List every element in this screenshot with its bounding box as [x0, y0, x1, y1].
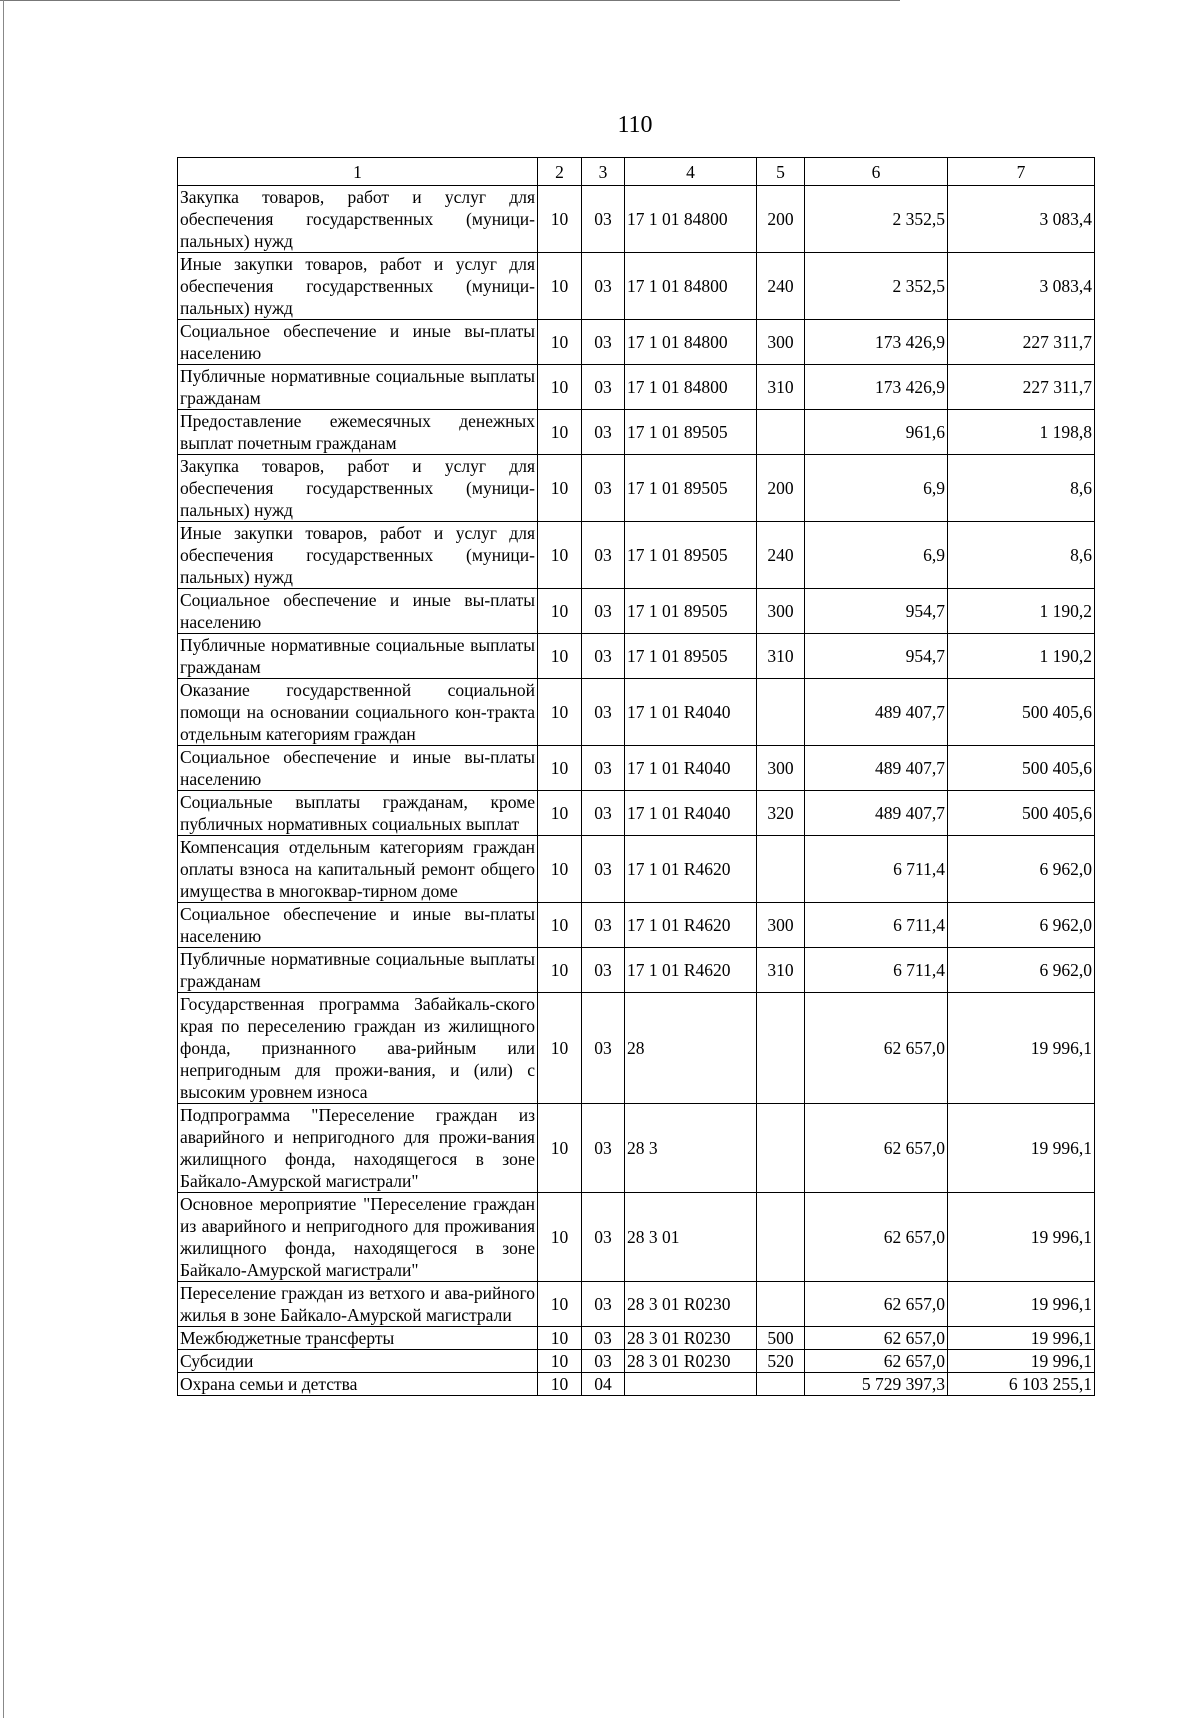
amount-year1-cell: 6 711,4: [805, 903, 948, 948]
amount-year2-cell: 1 190,2: [948, 589, 1095, 634]
amount-year2-cell: 19 996,1: [948, 1193, 1095, 1282]
target-article-cell: 28 3 01 R0230: [625, 1327, 757, 1350]
expense-type-cell: [757, 1104, 805, 1193]
table-row: [178, 836, 1095, 903]
expense-type-cell: 200: [757, 455, 805, 522]
expense-type-cell: 310: [757, 634, 805, 679]
table-row: [178, 993, 1095, 1104]
target-article-cell: 28 3 01: [625, 1193, 757, 1282]
header-cell: 5: [757, 158, 805, 186]
amount-year1-cell: 954,7: [805, 634, 948, 679]
row-name-cell: Публичные нормативные социальные выплаты гражданам: [178, 948, 538, 993]
subsection-cell: 03: [582, 993, 625, 1104]
subsection-cell: 03: [582, 948, 625, 993]
expense-type-cell: [757, 679, 805, 746]
target-article-cell: 17 1 01 R4040: [625, 746, 757, 791]
amount-year2-cell: 500 405,6: [948, 679, 1095, 746]
target-article-cell: 17 1 01 89505: [625, 589, 757, 634]
table-row: [178, 186, 1095, 253]
expense-type-cell: 300: [757, 589, 805, 634]
section-cell: 10: [538, 948, 582, 993]
amount-year2-cell: 1 198,8: [948, 410, 1095, 455]
subsection-cell: 03: [582, 589, 625, 634]
subsection-cell: 03: [582, 1350, 625, 1373]
target-article-cell: 28: [625, 993, 757, 1104]
section-cell: 10: [538, 522, 582, 589]
header-row: [178, 158, 1095, 186]
subsection-cell: 03: [582, 1193, 625, 1282]
amount-year1-cell: 173 426,9: [805, 365, 948, 410]
subsection-cell: 03: [582, 1327, 625, 1350]
table-row: [178, 1350, 1095, 1373]
amount-year2-cell: 227 311,7: [948, 365, 1095, 410]
table-row: [178, 365, 1095, 410]
row-name-cell: Социальное обеспечение и иные вы-платы населению: [178, 903, 538, 948]
expense-type-cell: [757, 993, 805, 1104]
subsection-cell: 03: [582, 186, 625, 253]
target-article-cell: 17 1 01 89505: [625, 522, 757, 589]
section-cell: 10: [538, 410, 582, 455]
header-cell: 2: [538, 158, 582, 186]
amount-year1-cell: 961,6: [805, 410, 948, 455]
section-cell: 10: [538, 746, 582, 791]
table-row: [178, 1282, 1095, 1327]
amount-year2-cell: 19 996,1: [948, 1327, 1095, 1350]
section-cell: 10: [538, 186, 582, 253]
expense-type-cell: 300: [757, 903, 805, 948]
header-cell: 3: [582, 158, 625, 186]
table-row: [178, 634, 1095, 679]
amount-year1-cell: 954,7: [805, 589, 948, 634]
row-name-cell: Субсидии: [178, 1350, 538, 1373]
section-cell: 10: [538, 365, 582, 410]
expense-type-cell: 300: [757, 746, 805, 791]
table-row: [178, 1193, 1095, 1282]
header-cell: 1: [178, 158, 538, 186]
section-cell: 10: [538, 589, 582, 634]
amount-year2-cell: 500 405,6: [948, 791, 1095, 836]
amount-year2-cell: 500 405,6: [948, 746, 1095, 791]
page-number: 110: [617, 112, 653, 138]
row-name-cell: Социальное обеспечение и иные вы-платы населению: [178, 746, 538, 791]
subsection-cell: 03: [582, 522, 625, 589]
amount-year2-cell: 6 962,0: [948, 836, 1095, 903]
amount-year2-cell: 1 190,2: [948, 634, 1095, 679]
amount-year2-cell: 19 996,1: [948, 1282, 1095, 1327]
expense-type-cell: 310: [757, 948, 805, 993]
expense-type-cell: 310: [757, 365, 805, 410]
expense-type-cell: [757, 1282, 805, 1327]
amount-year1-cell: 6 711,4: [805, 836, 948, 903]
table-row: [178, 679, 1095, 746]
target-article-cell: 17 1 01 R4040: [625, 679, 757, 746]
amount-year2-cell: 3 083,4: [948, 186, 1095, 253]
amount-year1-cell: 62 657,0: [805, 1193, 948, 1282]
table-row: [178, 1327, 1095, 1350]
amount-year2-cell: 6 962,0: [948, 948, 1095, 993]
expense-type-cell: 200: [757, 186, 805, 253]
section-cell: 10: [538, 791, 582, 836]
amount-year1-cell: 5 729 397,3: [805, 1373, 948, 1396]
table-body: [178, 186, 1095, 1396]
target-article-cell: 17 1 01 84800: [625, 186, 757, 253]
amount-year1-cell: 62 657,0: [805, 1104, 948, 1193]
table-row: [178, 791, 1095, 836]
table-row: [178, 948, 1095, 993]
amount-year2-cell: 3 083,4: [948, 253, 1095, 320]
expense-type-cell: 300: [757, 320, 805, 365]
amount-year1-cell: 6,9: [805, 455, 948, 522]
section-cell: 10: [538, 1350, 582, 1373]
amount-year2-cell: 19 996,1: [948, 993, 1095, 1104]
expense-type-cell: 240: [757, 522, 805, 589]
row-name-cell: Переселение граждан из ветхого и ава-рийного жилья в зоне Байкало-Амурской магистрали: [178, 1282, 538, 1327]
table-row: [178, 522, 1095, 589]
target-article-cell: 17 1 01 R4620: [625, 903, 757, 948]
table-row: [178, 1104, 1095, 1193]
subsection-cell: 03: [582, 836, 625, 903]
amount-year2-cell: 8,6: [948, 522, 1095, 589]
amount-year1-cell: 489 407,7: [805, 746, 948, 791]
target-article-cell: 17 1 01 R4620: [625, 948, 757, 993]
section-cell: 10: [538, 836, 582, 903]
row-name-cell: Иные закупки товаров, работ и услуг для обеспечения государственных (муници-пальных) нужд: [178, 253, 538, 320]
amount-year2-cell: 19 996,1: [948, 1104, 1095, 1193]
expense-type-cell: [757, 1193, 805, 1282]
expense-type-cell: 320: [757, 791, 805, 836]
subsection-cell: 03: [582, 455, 625, 522]
table-row: [178, 903, 1095, 948]
row-name-cell: Иные закупки товаров, работ и услуг для обеспечения государственных (муници-пальных) нужд: [178, 522, 538, 589]
subsection-cell: 03: [582, 634, 625, 679]
subsection-cell: 04: [582, 1373, 625, 1396]
row-name-cell: Подпрограмма "Переселение граждан из аварийного и непригодного для прожи-вания жилищного фонда, находящегося в зоне Байкало-Амурской магистрали": [178, 1104, 538, 1193]
section-cell: 10: [538, 1282, 582, 1327]
amount-year1-cell: 6,9: [805, 522, 948, 589]
table-row: [178, 589, 1095, 634]
amount-year2-cell: 6 103 255,1: [948, 1373, 1095, 1396]
target-article-cell: 17 1 01 84800: [625, 320, 757, 365]
subsection-cell: 03: [582, 410, 625, 455]
row-name-cell: Публичные нормативные социальные выплаты гражданам: [178, 634, 538, 679]
scan-edge-top: [0, 0, 900, 1]
target-article-cell: 17 1 01 84800: [625, 253, 757, 320]
target-article-cell: 17 1 01 89505: [625, 410, 757, 455]
expense-type-cell: [757, 836, 805, 903]
section-cell: 10: [538, 634, 582, 679]
section-cell: 10: [538, 253, 582, 320]
amount-year1-cell: 2 352,5: [805, 253, 948, 320]
section-cell: 10: [538, 903, 582, 948]
header-cell: 4: [625, 158, 757, 186]
row-name-cell: Охрана семьи и детства: [178, 1373, 538, 1396]
target-article-cell: 17 1 01 89505: [625, 634, 757, 679]
target-article-cell: 17 1 01 89505: [625, 455, 757, 522]
subsection-cell: 03: [582, 1282, 625, 1327]
row-name-cell: Закупка товаров, работ и услуг для обеспечения государственных (муници-пальных) нужд: [178, 186, 538, 253]
subsection-cell: 03: [582, 791, 625, 836]
subsection-cell: 03: [582, 253, 625, 320]
table-row: [178, 455, 1095, 522]
scan-edge-left: [3, 0, 4, 1718]
amount-year1-cell: 173 426,9: [805, 320, 948, 365]
expense-type-cell: [757, 1373, 805, 1396]
row-name-cell: Социальное обеспечение и иные вы-платы населению: [178, 320, 538, 365]
subsection-cell: 03: [582, 1104, 625, 1193]
header-cell: 7: [948, 158, 1095, 186]
expense-type-cell: [757, 410, 805, 455]
amount-year1-cell: 62 657,0: [805, 993, 948, 1104]
amount-year1-cell: 489 407,7: [805, 791, 948, 836]
amount-year1-cell: 62 657,0: [805, 1327, 948, 1350]
row-name-cell: Социальное обеспечение и иные вы-платы населению: [178, 589, 538, 634]
table-row: [178, 410, 1095, 455]
subsection-cell: 03: [582, 365, 625, 410]
target-article-cell: 17 1 01 84800: [625, 365, 757, 410]
amount-year1-cell: 62 657,0: [805, 1282, 948, 1327]
amount-year1-cell: 62 657,0: [805, 1350, 948, 1373]
target-article-cell: 28 3 01 R0230: [625, 1350, 757, 1373]
amount-year2-cell: 227 311,7: [948, 320, 1095, 365]
expense-type-cell: 240: [757, 253, 805, 320]
amount-year2-cell: 8,6: [948, 455, 1095, 522]
subsection-cell: 03: [582, 320, 625, 365]
amount-year1-cell: 6 711,4: [805, 948, 948, 993]
section-cell: 10: [538, 1327, 582, 1350]
row-name-cell: Закупка товаров, работ и услуг для обеспечения государственных (муници-пальных) нужд: [178, 455, 538, 522]
section-cell: 10: [538, 1373, 582, 1396]
target-article-cell: 17 1 01 R4620: [625, 836, 757, 903]
target-article-cell: 17 1 01 R4040: [625, 791, 757, 836]
amount-year1-cell: 2 352,5: [805, 186, 948, 253]
target-article-cell: [625, 1373, 757, 1396]
table-row: [178, 746, 1095, 791]
row-name-cell: Межбюджетные трансферты: [178, 1327, 538, 1350]
expense-type-cell: 500: [757, 1327, 805, 1350]
row-name-cell: Публичные нормативные социальные выплаты гражданам: [178, 365, 538, 410]
section-cell: 10: [538, 320, 582, 365]
row-name-cell: Основное мероприятие "Переселение граждан из аварийного и непригодного для проживания жилищного фонда, находящегося в зоне Байкало-Амурской магистрали": [178, 1193, 538, 1282]
target-article-cell: 28 3: [625, 1104, 757, 1193]
section-cell: 10: [538, 993, 582, 1104]
section-cell: 10: [538, 455, 582, 522]
amount-year1-cell: 489 407,7: [805, 679, 948, 746]
section-cell: 10: [538, 679, 582, 746]
section-cell: 10: [538, 1104, 582, 1193]
subsection-cell: 03: [582, 903, 625, 948]
table-row: [178, 1373, 1095, 1396]
target-article-cell: 28 3 01 R0230: [625, 1282, 757, 1327]
row-name-cell: Компенсация отдельным категориям граждан оплаты взноса на капитальный ремонт общего имущества в многоквар-тирном доме: [178, 836, 538, 903]
row-name-cell: Социальные выплаты гражданам, кроме публичных нормативных социальных выплат: [178, 791, 538, 836]
amount-year2-cell: 19 996,1: [948, 1350, 1095, 1373]
row-name-cell: Государственная программа Забайкаль-ского края по переселению граждан из жилищного фонда, признанного ава-рийным или непригодным для прожи-вания, и (или) с высоким уровнем износа: [178, 993, 538, 1104]
table-row: [178, 320, 1095, 365]
header-cell: 6: [805, 158, 948, 186]
subsection-cell: 03: [582, 746, 625, 791]
row-name-cell: Предоставление ежемесячных денежных выплат почетным гражданам: [178, 410, 538, 455]
row-name-cell: Оказание государственной социальной помощи на основании социального кон-тракта отдельным категориям граждан: [178, 679, 538, 746]
amount-year2-cell: 6 962,0: [948, 903, 1095, 948]
table-row: [178, 253, 1095, 320]
section-cell: 10: [538, 1193, 582, 1282]
expense-type-cell: 520: [757, 1350, 805, 1373]
budget-table: [177, 157, 1095, 1396]
subsection-cell: 03: [582, 679, 625, 746]
